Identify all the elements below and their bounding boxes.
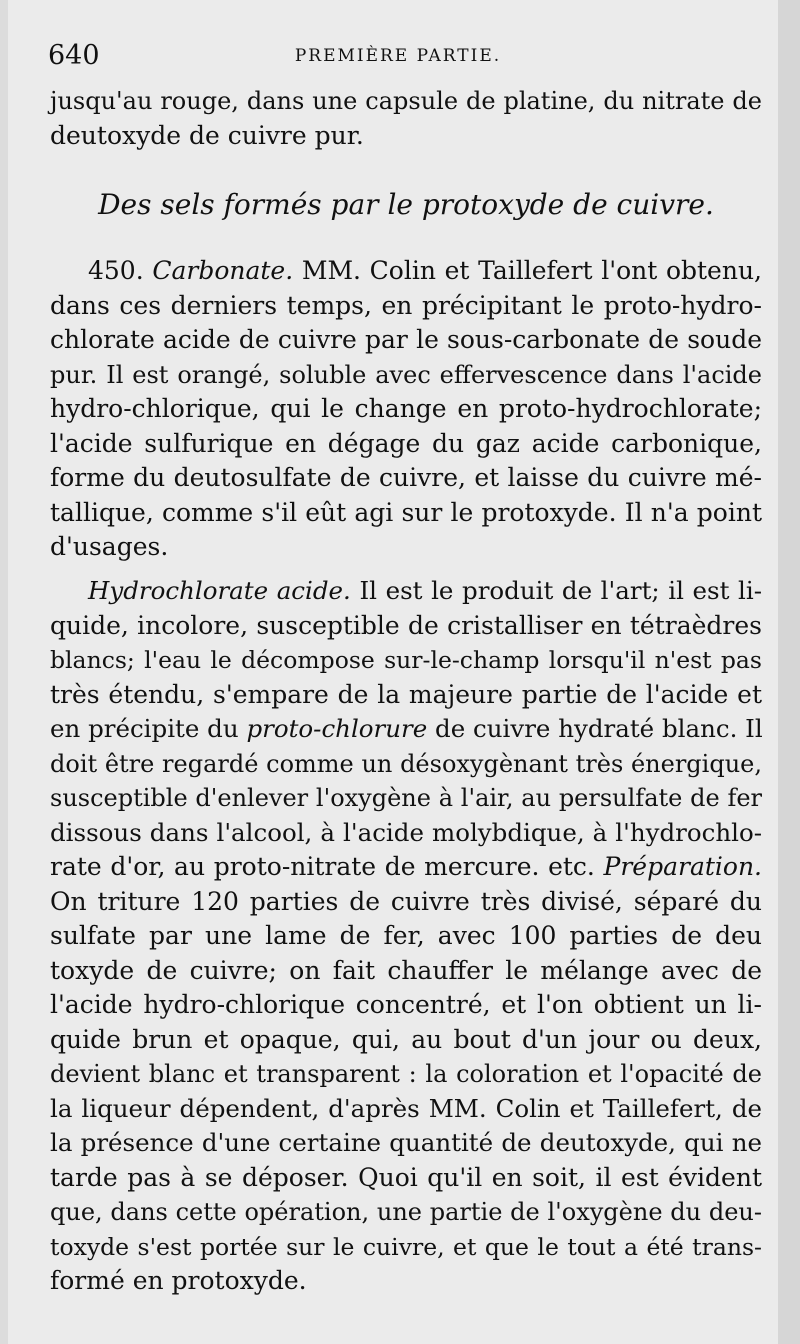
text-segment: Il est le produit de l'art; il est li- bbox=[359, 576, 762, 605]
text-line: toxyde s'est portée sur le cuivre, et que le tout a été trans- bbox=[50, 1232, 762, 1261]
text-line: toxyde de cuivre; on fait chauffer le mélange avec de bbox=[50, 955, 762, 985]
text-line: quide, incolore, susceptible de cristalliser en tétraèdres bbox=[50, 610, 762, 640]
paragraph-title: Carbonate. bbox=[152, 256, 294, 285]
text-line: pur. Il est orangé, soluble avec effervescence dans l'acide bbox=[50, 360, 762, 389]
text-line: jusqu'au rouge, dans une capsule de platine, du nitrate de bbox=[50, 87, 762, 115]
text-line: l'acide hydro-chlorique concentré, et l'on obtient un li- bbox=[50, 990, 762, 1019]
paragraph-first-line bbox=[50, 574, 762, 609]
text-line bbox=[50, 712, 762, 747]
text-line: d'usages. bbox=[50, 532, 169, 561]
running-head: PREMIÈRE PARTIE. bbox=[294, 46, 502, 66]
text-line: deutoxyde de cuivre pur. bbox=[50, 120, 364, 150]
text-line: quide brun et opaque, qui, au bout d'un jour ou deux, bbox=[50, 1024, 762, 1054]
text-line: dissous dans l'alcool, à l'acide molybdique, à l'hydrochlo- bbox=[50, 817, 762, 847]
text-segment: de cuivre hydraté blanc. Il bbox=[435, 714, 763, 743]
text-line: tallique, comme s'il eût agi sur le protoxyde. Il n'a point bbox=[50, 497, 762, 527]
page-shadow-left bbox=[0, 0, 8, 1344]
text-line: dans ces derniers temps, en précipitant le proto-hydro- bbox=[50, 290, 762, 320]
page-header bbox=[48, 36, 768, 76]
page-number: 640 bbox=[48, 40, 100, 71]
text-line: chlorate acide de cuivre par le sous-carbonate de soude bbox=[50, 325, 762, 354]
text-segment: en précipite du bbox=[50, 714, 239, 743]
page-shadow-right bbox=[778, 0, 800, 1344]
text-line: sulfate par une lame de fer, avec 100 parties de deu bbox=[50, 921, 762, 950]
text-line: devient blanc et transparent : la coloration et l'opacité de bbox=[50, 1060, 762, 1088]
text-line: la liqueur dépendent, d'après MM. Colin et Taillefert, de bbox=[50, 1093, 762, 1123]
section-heading: Des sels formés par le protoxyde de cuivre. bbox=[98, 188, 714, 221]
text-line: forme du deutosulfate de cuivre, et laisse du cuivre mé- bbox=[50, 463, 762, 492]
text-line: l'acide sulfurique en dégage du gaz acide carbonique, bbox=[50, 428, 762, 458]
text-line: doit être regardé comme un désoxygènant très énergique, bbox=[50, 749, 762, 778]
italic-term: proto-chlorure bbox=[246, 714, 428, 743]
text-line: hydro-chlorique, qui le change en proto-hydrochlorate; bbox=[50, 394, 762, 423]
text-line bbox=[50, 850, 762, 885]
paragraph-hydrochlorate bbox=[50, 574, 762, 1299]
paragraph-title: Hydrochlorate acide. bbox=[88, 576, 351, 605]
text-segment: MM. Colin et Taillefert l'ont obtenu, bbox=[301, 256, 762, 285]
text-line: blancs; l'eau le décompose sur-le-champ lorsqu'il n'est pas bbox=[50, 646, 762, 674]
text-line: formé en protoxyde. bbox=[50, 1266, 307, 1295]
text-line: très étendu, s'empare de la majeure partie de l'acide et bbox=[50, 679, 762, 709]
text-segment: rate d'or, au proto-nitrate de mercure. etc. bbox=[50, 852, 595, 881]
paragraph-carbonate bbox=[50, 254, 762, 565]
text-line: On triture 120 parties de cuivre très divisé, séparé du bbox=[50, 886, 762, 916]
text-line: susceptible d'enlever l'oxygène à l'air, au persulfate de fer bbox=[50, 784, 762, 812]
text-line: la présence d'une certaine quantité de deutoxyde, qui ne bbox=[50, 1128, 762, 1157]
text-line: tarde pas à se déposer. Quoi qu'il en soit, il est évident bbox=[50, 1162, 762, 1192]
paragraph-first-line bbox=[50, 254, 762, 289]
italic-term: Préparation. bbox=[603, 852, 763, 881]
text-line: que, dans cette opération, une partie de l'oxygène du deu- bbox=[50, 1198, 762, 1226]
paragraph-number: 450. bbox=[88, 256, 144, 285]
top-text-block bbox=[50, 84, 762, 153]
